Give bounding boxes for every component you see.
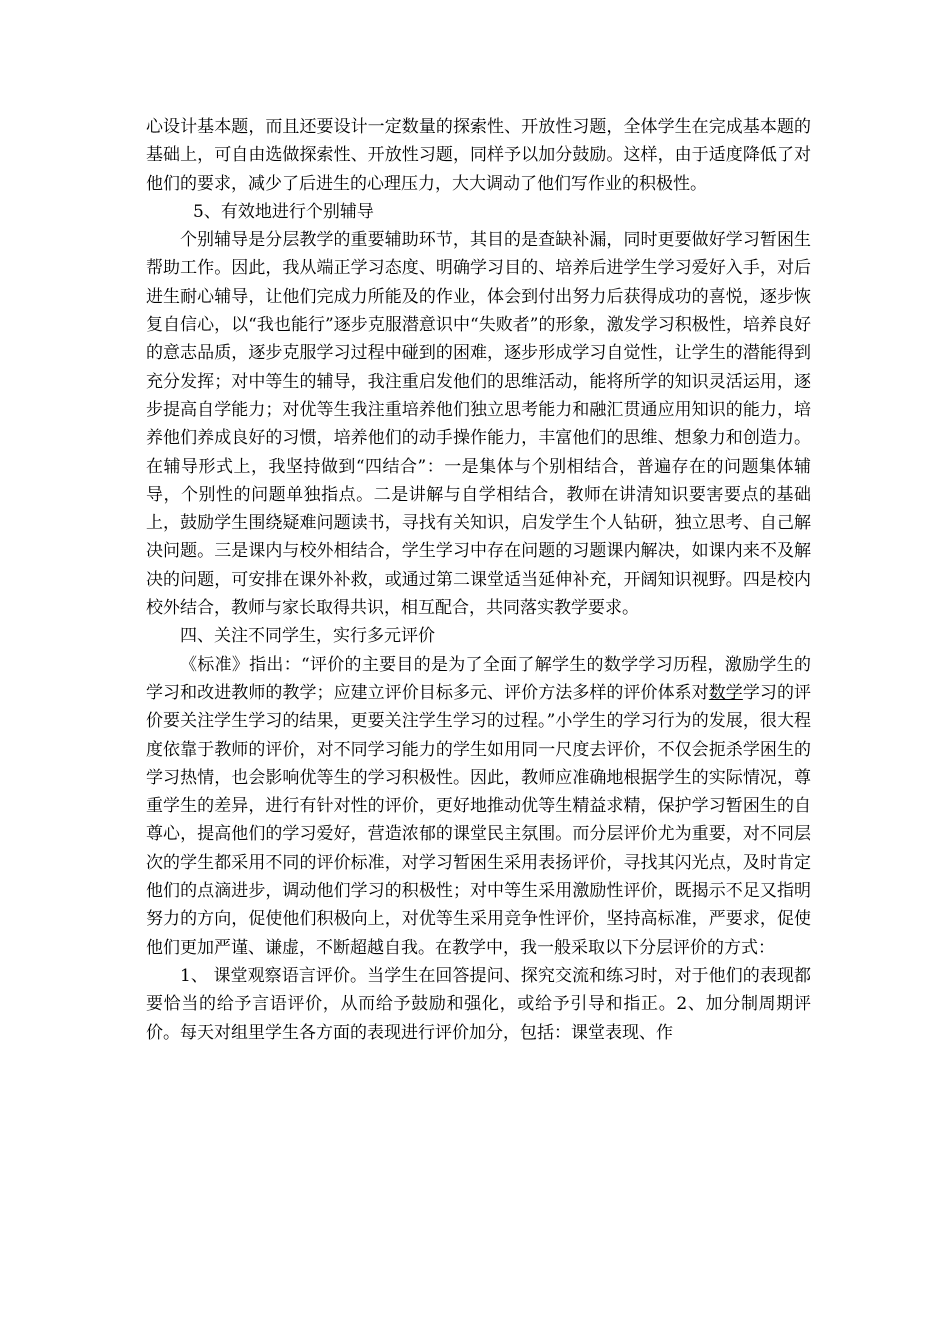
math-link[interactable]: 数学: [708, 682, 743, 703]
section-heading-individual-tutoring: 5、有效地进行个别辅导: [193, 201, 374, 222]
paragraph-evaluation: [146, 651, 811, 962]
paragraph-classroom-evaluation: 1、 课堂观察语言评价。当学生在回答提问、探究交流和练习时，对于他们的表现都要恰当的给予言语评价，从而给予鼓励和强化，或给予引导和指正。2、加分制周期评价。每天对组里学生各方面的表现进行评价加分，包括：课堂表现、作: [146, 965, 811, 1043]
document-body: [146, 113, 811, 1047]
section-heading-evaluation: 四、关注不同学生，实行多元评价: [180, 626, 435, 647]
paragraph-evaluation-part-b: 学习的评价要关注学生学习的结果，更要关注学生学习的过程。”小学生的学习行为的发展，很大程度依靠于教师的评价，对不同学习能力的学生如用同一尺度去评价，不仅会扼杀学困生的学习热情，也会影响优等生的学习积极性。因此，教师应准确地根据学生的实际情况，尊重学生的差异，进行有针对性的评价，更好地推动优等生精益求精，保护学习暂困生的自尊心，提高他们的学习爱好，营造浓郁的课堂民主氛围。而分层评价尤为重要，对不同层次的学生都采用不同的评价标准，对学习暂困生采用表扬评价，寻找其闪光点，及时肯定他们的点滴进步，调动他们学习的积极性；对中等生采用激励性评价，既揭示不足又指明努力的方向，促使他们积极向上，对优等生采用竞争性评价，坚持高标准，严要求，促使他们更加严谨、谦虚，不断超越自我。在教学中，我一般采取以下分层评价的方式：: [146, 682, 812, 958]
paragraph-evaluation-part-a: 《标准》指出：“评价的主要目的是为了全面了解学生的数学学习历程，激励学生的学习和改进教师的教学；应建立评价目标多元、评价方法多样的评价体系对: [146, 654, 811, 703]
paragraph-individual-tutoring: 个别辅导是分层教学的重要辅助环节，其目的是查缺补漏，同时更要做好学习暂困生帮助工作。因此，我从端正学习态度、明确学习目的、培养后进学生学习爱好入手，对后进生耐心辅导，让他们完成力所能及的作业，体会到付出努力后获得成功的喜悦，逐步恢复自信心，以“我也能行”逐步克服潜意识中“失败者”的形象，激发学习积极性，培养良好的意志品质，逐步克服学习过程中碰到的困难，逐步形成学习自觉性，让学生的潜能得到充分发挥；对中等生的辅导，我注重启发他们的思维活动，能将所学的知识灵活运用，逐步提高自学能力；对优等生我注重培养他们独立思考能力和融汇贯通应用知识的能力，培养他们养成良好的习惯，培养他们的动手操作能力，丰富他们的思维、想象力和创造力。在辅导形式上，我坚持做到“四结合”：一是集体与个别相结合，普遍存在的问题集体辅导，个别性的问题单独指点。二是讲解与自学相结合，教师在讲清知识要害要点的基础上，鼓励学生围绕疑难问题读书，寻找有关知识，启发学生个人钻研，独立思考、自己解决问题。三是课内与校外相结合，学生学习中存在问题的习题课内解决，如课内来不及解决的问题，可安排在课外补救，或通过第二课堂适当延伸补充，开阔知识视野。四是校内校外结合，教师与家长取得共识，相互配合，共同落实教学要求。: [146, 230, 811, 619]
paragraph-continuation: 心设计基本题，而且还要设计一定数量的探索性、开放性习题，全体学生在完成基本题的基础上，可自由选做探索性、开放性习题，同样予以加分鼓励。这样，由于适度降低了对他们的要求，减少了后进生的心理压力，大大调动了他们写作业的积极性。: [146, 117, 811, 194]
